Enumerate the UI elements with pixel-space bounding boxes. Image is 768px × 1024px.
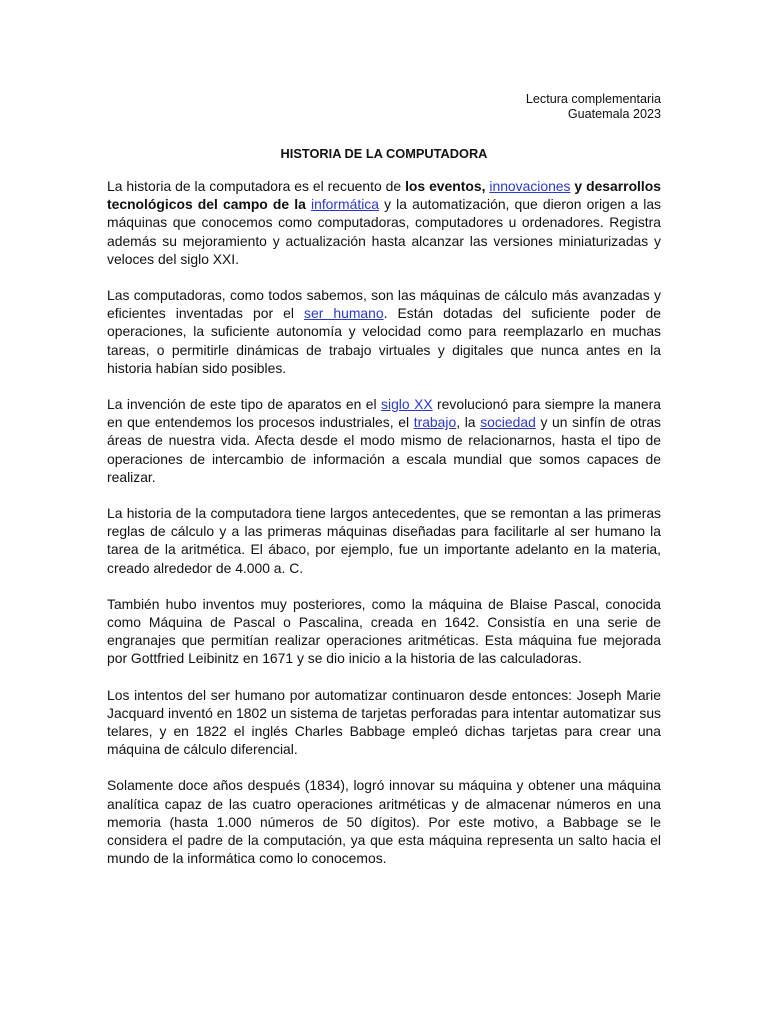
p2-text-1: Las computadoras, como todos sabemos, son las máquinas de cálculo más avanzadas y eficientes inventadas por el (107, 287, 661, 322)
link-ser-humano[interactable]: ser humano (304, 305, 384, 322)
paragraph-7: Solamente doce años después (1834), logró innovar su máquina y obtener una máquina analítica capaz de las cuatro operaciones aritméticas y de almacenar números en una memoria (hasta 1.000 números de 50 dígitos). Por este motivo, a Babbage se le considera el padre de la computación, ya que esta máquina representa un salto hacia el mundo de la informática como lo conocemos. (107, 777, 661, 867)
paragraph-5: También hubo inventos muy posteriores, como la máquina de Blaise Pascal, conocida como Máquina de Pascal o Pascalina, creada en 1642. Consistía en una serie de engranajes que permitían realizar operaciones aritméticas. Esta máquina fue mejorada por Gottfried Leibinitz en 1671 y se dio inicio a la historia de las calculadoras. (107, 595, 661, 667)
link-trabajo[interactable]: trabajo (413, 414, 457, 431)
link-siglo-xx[interactable]: siglo XX (381, 396, 433, 413)
p1-text-1: La historia de la computadora es el recuento de (107, 178, 406, 194)
p2-text-2: . Están dotadas del suficiente poder de operaciones, la suficiente autonomía y velocidad como para reemplazarlo en muchas tareas, o permitirle dinámicas de trabajo virtuales y digitales que nunca antes en la historia habían sido posibles. (107, 305, 661, 376)
link-sociedad[interactable]: sociedad (480, 414, 536, 431)
document-page (107, 92, 661, 886)
p3-text-3: , la (456, 414, 481, 431)
p1-bold-1: los eventos, (405, 178, 486, 194)
p1-text-2: y la automatización, que dieron origen a las máquinas que conocemos como computadoras, computadores u ordenadores. Registra además su mejoramiento y actualización hasta alcanzar las versiones miniaturizadas y veloces del siglo XXI. (107, 196, 661, 267)
p3-text-1: La invención de este tipo de aparatos en el (107, 396, 382, 413)
p3-text-4: y un sinfín de otras áreas de nuestra vida. Afecta desde el modo mismo de relacionarnos, hasta el tipo de operaciones de intercambio de información a escala mundial que somos capaces de realizar. (107, 414, 661, 485)
link-innovaciones[interactable]: innovaciones (489, 178, 571, 194)
paragraph-4: La historia de la computadora tiene largos antecedentes, que se remontan a las primeras reglas de cálculo y a las primeras máquinas diseñadas para facilitarle al ser humano la tarea de la aritmética. El ábaco, por ejemplo, fue un importante adelanto en la materia, creado alrededor de 4.000 a. C. (107, 505, 661, 576)
header-location-year: Guatemala 2023 (567, 107, 661, 121)
header-subtitle: Lectura complementaria (525, 92, 661, 106)
paragraph-3 (107, 395, 661, 486)
paragraph-6: Los intentos del ser humano por automatizar continuaron desde entonces: Joseph Marie Jacquard inventó en 1802 un sistema de tarjetas perforadas para intentar automatizar sus telares, y en 1822 el inglés Charles Babbage empleó dichas tarjetas para crear una máquina de cálculo diferencial. (107, 686, 661, 758)
document-header (107, 92, 661, 122)
link-informatica[interactable]: informática (311, 196, 379, 213)
paragraph-2 (107, 286, 661, 377)
p3-text-2: revolucionó para siempre la manera en que entendemos los procesos industriales, el (107, 396, 661, 431)
paragraph-1 (107, 177, 661, 268)
p1-bold-2: y desarrollos tecnológicos del campo de la (107, 178, 661, 213)
document-title: HISTORIA DE LA COMPUTADORA (280, 146, 488, 161)
